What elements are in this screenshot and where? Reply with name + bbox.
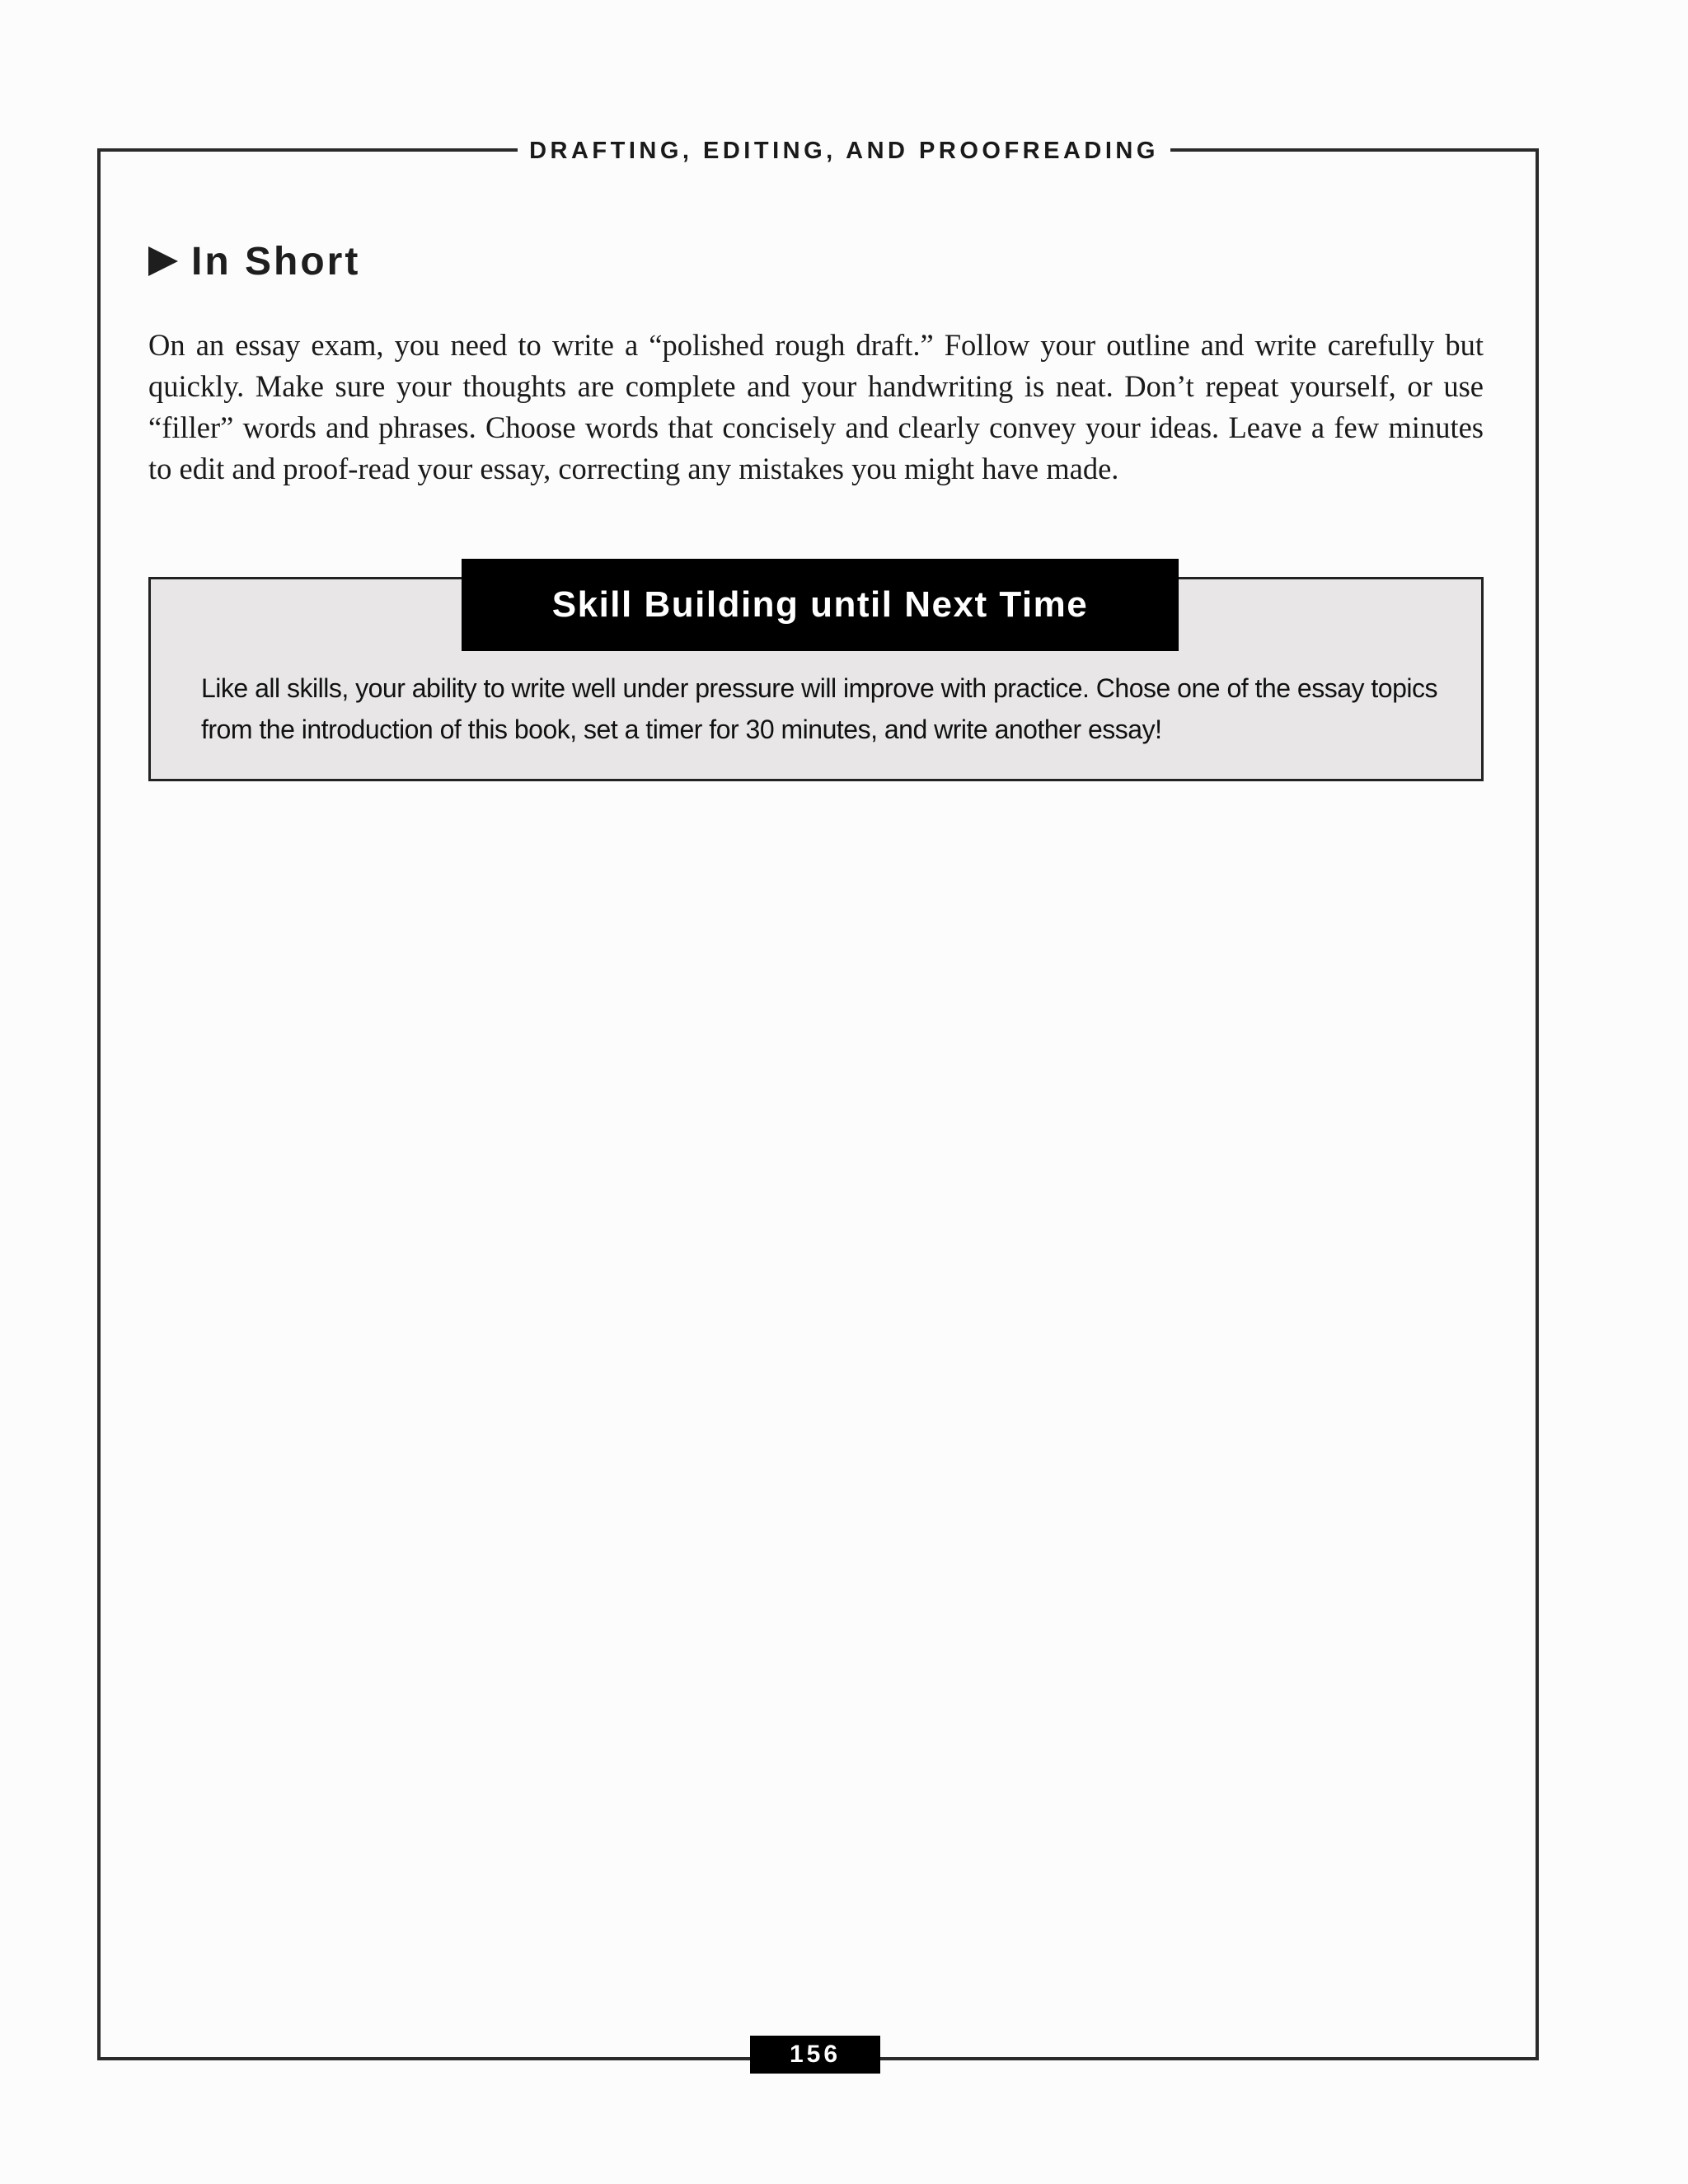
- running-header-text: DRAFTING, EDITING, AND PROOFREADING: [518, 134, 1170, 167]
- section-heading: [148, 232, 360, 290]
- triangle-right-icon: [148, 246, 178, 276]
- skill-building-text: Like all skills, your ability to write well under pressure will improve with practice. Chose one of the essay topics from the introduction of this book, set a timer for 30 minutes, and write another essay!: [201, 673, 1437, 744]
- skill-building-title: Skill Building until Next Time: [462, 559, 1179, 651]
- section-heading-text: In Short: [191, 239, 361, 284]
- section-body-paragraph: On an essay exam, you need to write a “polished rough draft.” Follow your outline and write carefully but quickly. Make sure your thoughts are complete and your handwriting is neat. Don’t repeat yourself, or use “filler” words and phrases. Choose words that concisely and clearly convey your ideas. Leave a few minutes to edit and proof-read your essay, correcting any mistakes you might have made.: [148, 328, 1484, 485]
- page-number: 156: [750, 2036, 880, 2074]
